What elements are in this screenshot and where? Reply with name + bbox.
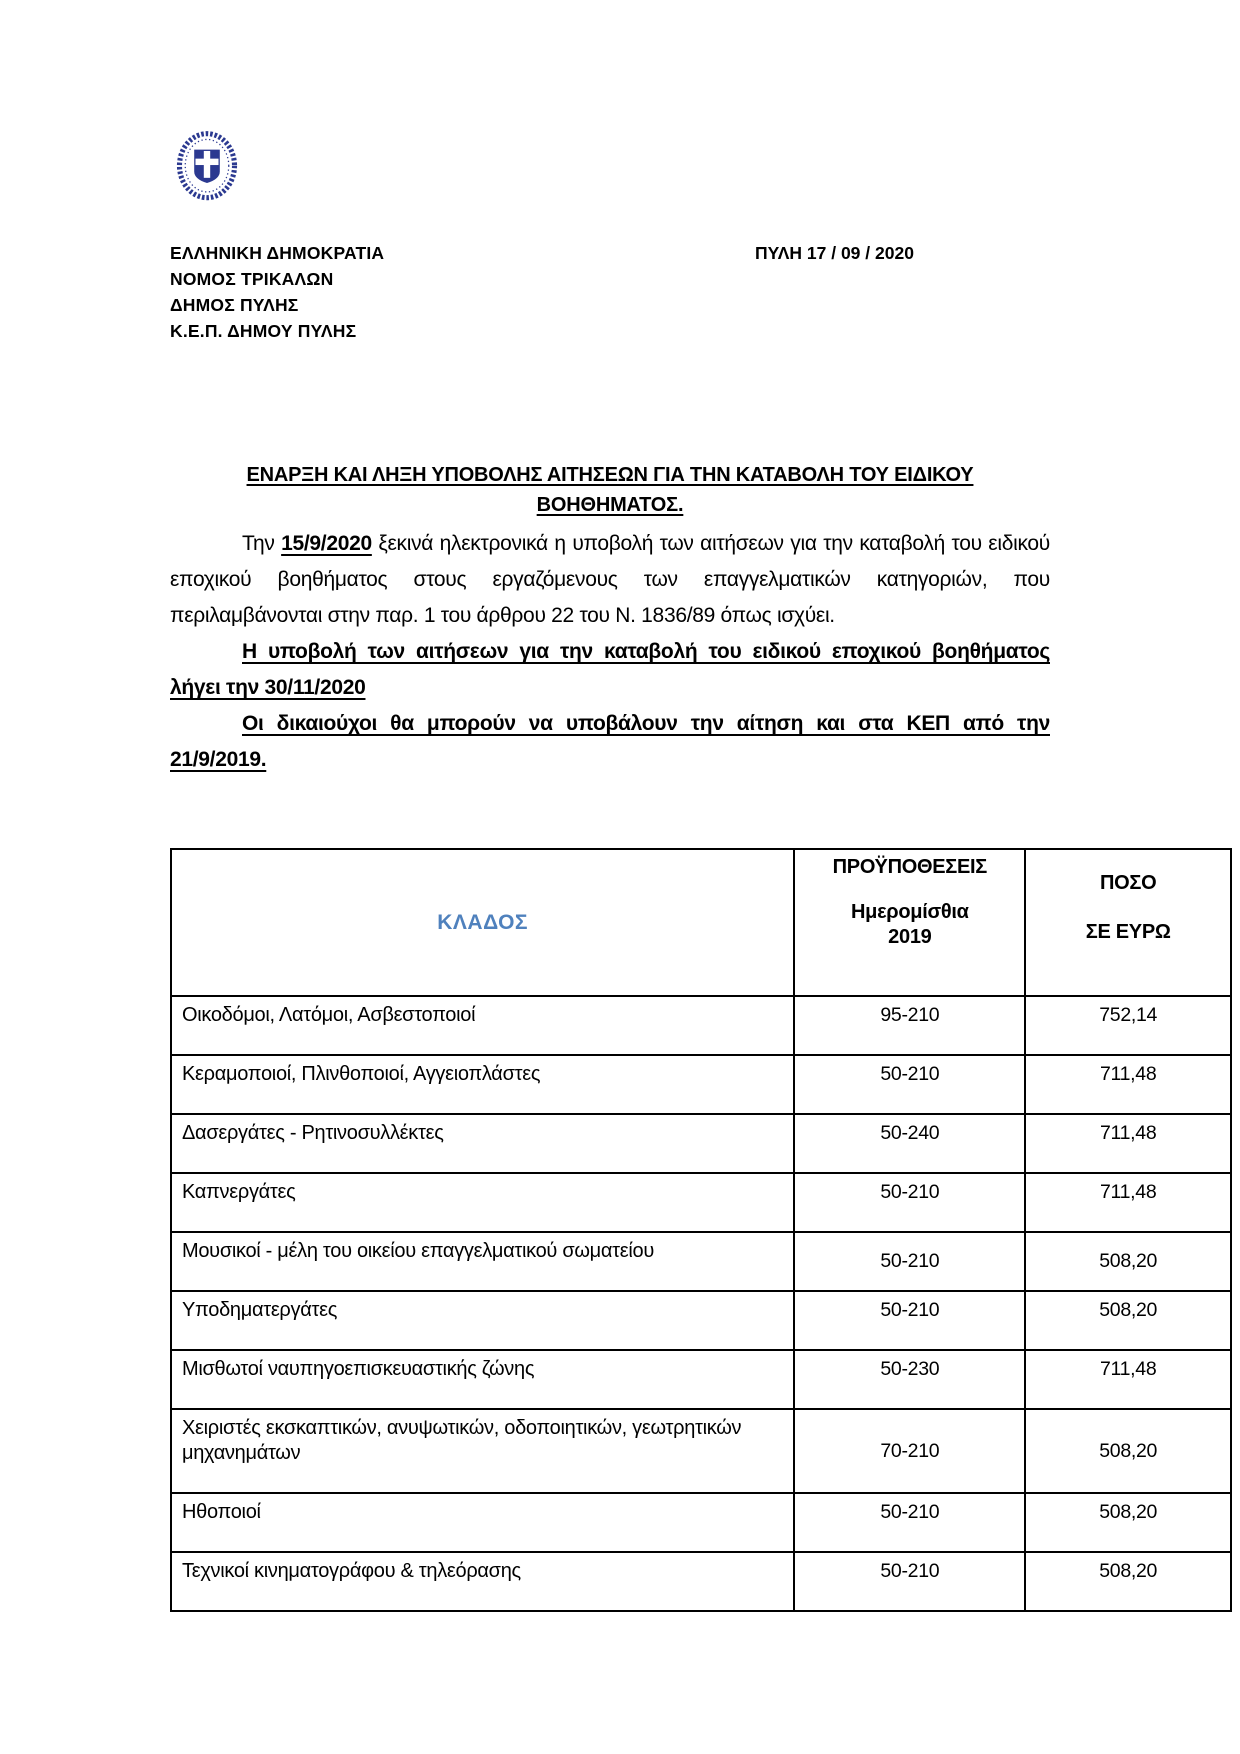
cell-klados: Μουσικοί - μέλη του οικείου επαγγελματικού σωματείου [171,1232,794,1291]
org-line-kep: Κ.Ε.Π. ΔΗΜΟΥ ΠΥΛΗΣ [170,321,357,341]
paragraph-deadline [170,634,1050,706]
cell-poso: 508,20 [1025,1552,1231,1611]
place-date: ΠΥΛΗ 17 / 09 / 2020 [755,243,914,263]
cell-poso: 711,48 [1025,1114,1231,1173]
org-line-republic: ΕΛΛΗΝΙΚΗ ΔΗΜΟΚΡΑΤΙΑ [170,243,385,263]
table-row [171,1232,1231,1291]
cell-imeromisthia: 50-240 [794,1114,1025,1173]
table-row [171,1493,1231,1552]
document-title [170,460,1050,520]
cell-imeromisthia: 50-210 [794,1552,1025,1611]
cell-klados: Τεχνικοί κινηματογράφου & τηλεόρασης [171,1552,794,1611]
table-row [171,1291,1231,1350]
cell-poso: 508,20 [1025,1409,1231,1493]
cell-klados: Μισθωτοί ναυπηγοεπισκευαστικής ζώνης [171,1350,794,1409]
cell-poso: 508,20 [1025,1291,1231,1350]
table-row [171,1114,1231,1173]
paragraph-kep [170,706,1050,778]
header-conditions-line2: Ημερομίσθια [851,901,969,923]
p1-rest: ξεκινά ηλεκτρονικά η υποβολή των αιτήσεων για την καταβολή του ειδικού εποχικού βοηθήματος στους εργαζόμενους των επαγγελματικών κατηγοριών, που περιλαμβάνονται στην παρ. 1 του άρθρου 22 του Ν. 1836/89 όπως ισχύει. [170,532,1050,627]
cell-poso: 508,20 [1025,1232,1231,1291]
header-amount [1025,849,1231,996]
cell-poso: 711,48 [1025,1055,1231,1114]
table-row [171,1055,1231,1114]
greek-coat-of-arms-icon [175,128,239,204]
p3-text: Οι δικαιούχοι θα μπορούν να υποβάλουν την αίτηση και στα ΚΕΠ από την 21/9/2019. [170,712,1050,771]
cell-poso: 711,48 [1025,1173,1231,1232]
title-line-2: ΒΟΗΘΗΜΑΤΟΣ. [536,494,684,516]
header-conditions-line3: 2019 [888,926,932,948]
cell-imeromisthia: 50-210 [794,1232,1025,1291]
org-line-municipality: ΔΗΜΟΣ ΠΥΛΗΣ [170,295,299,315]
benefits-table [170,848,1232,1612]
body-text [170,526,1050,778]
org-line-prefecture: ΝΟΜΟΣ ΤΡΙΚΑΛΩΝ [170,269,334,289]
cell-klados: Δασεργάτες - Ρητινοσυλλέκτες [171,1114,794,1173]
cell-klados: Κεραμοποιοί, Πλινθοποιοί, Αγγειοπλάστες [171,1055,794,1114]
table-row [171,1552,1231,1611]
cell-imeromisthia: 50-210 [794,1173,1025,1232]
cell-imeromisthia: 95-210 [794,996,1025,1055]
table-header [171,849,1231,996]
cell-klados: Χειριστές εκσκαπτικών, ανυψωτικών, οδοποιητικών, γεωτρητικών μηχανημάτων [171,1409,794,1493]
cell-imeromisthia: 50-210 [794,1291,1025,1350]
table-body [171,996,1231,1611]
p2-text: Η υποβολή των αιτήσεων για την καταβολή του ειδικού εποχικού βοηθήματος λήγει την 30/11/2020 [170,640,1050,699]
title-line-1: ΕΝΑΡΞΗ ΚΑΙ ΛΗΞΗ ΥΠΟΒΟΛΗΣ ΑΙΤΗΣΕΩΝ ΓΙΑ ΤΗΝ ΚΑΤΑΒΟΛΗ ΤΟΥ ΕΙΔΙΚΟΥ [246,464,974,486]
cell-poso: 508,20 [1025,1493,1231,1552]
cell-klados: Καπνεργάτες [171,1173,794,1232]
header-conditions [794,849,1025,996]
letterhead-org-block [170,240,384,344]
cell-poso: 711,48 [1025,1350,1231,1409]
cell-poso: 752,14 [1025,996,1231,1055]
cell-imeromisthia: 50-210 [794,1493,1025,1552]
cell-klados: Υποδηματεργάτες [171,1291,794,1350]
header-amount-line2: ΣΕ ΕΥΡΩ [1085,921,1171,943]
cell-imeromisthia: 50-210 [794,1055,1025,1114]
table-row [171,1173,1231,1232]
p1-start-date: 15/9/2020 [281,532,372,555]
table-row [171,1350,1231,1409]
table-row [171,996,1231,1055]
cell-klados: Ηθοποιοί [171,1493,794,1552]
header-klados: ΚΛΑΔΟΣ [171,849,794,996]
header-amount-line1: ΠΟΣΟ [1100,872,1157,894]
cell-imeromisthia: 50-230 [794,1350,1025,1409]
paragraph-start-date [170,526,1050,634]
p1-lead: Την [242,532,282,555]
cell-imeromisthia: 70-210 [794,1409,1025,1493]
table-row [171,1409,1231,1493]
header-conditions-line1: ΠΡΟΫΠΟΘΕΣΕΙΣ [832,856,987,878]
cell-klados: Οικοδόμοι, Λατόμοι, Ασβεστοποιοί [171,996,794,1055]
